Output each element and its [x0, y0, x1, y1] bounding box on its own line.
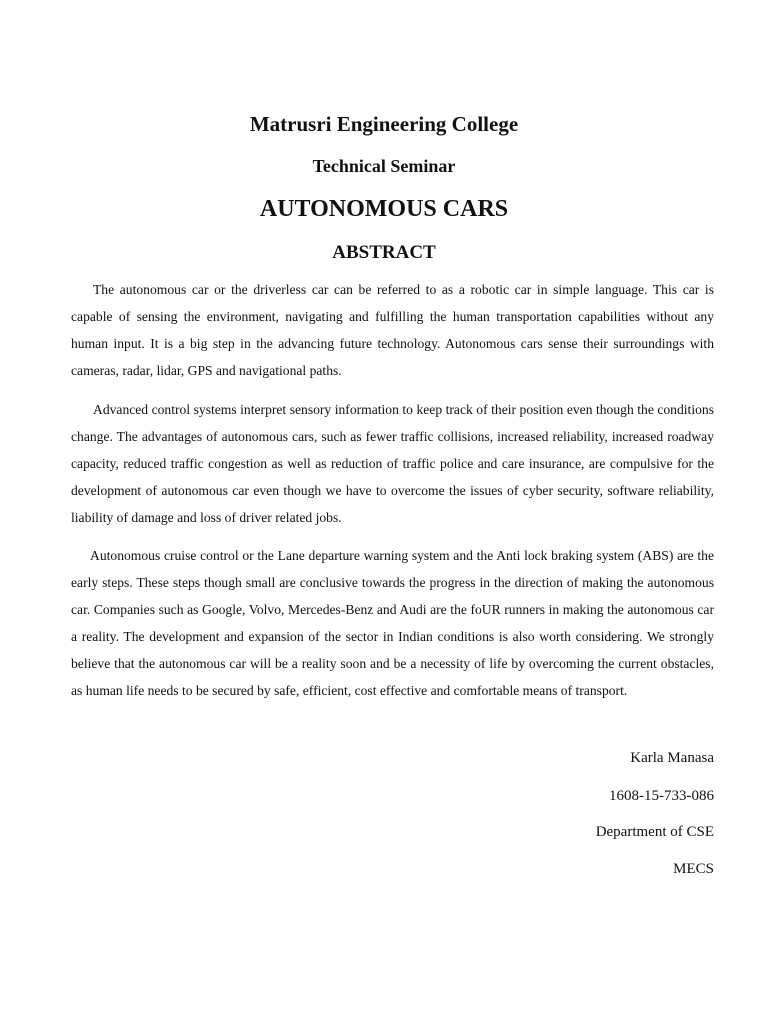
seminar-label: Technical Seminar: [312, 156, 456, 176]
college-name: Matrusri Engineering College: [249, 112, 519, 136]
abstract-paragraph-2: Advanced control systems interpret sensory information to keep track of their position even though the conditions change. The advantages of autonomous cars, such as fewer traffic collisions, increased reliability, increased roadway capacity, reduced traffic congestion as well as reduction of traffic police and care insurance, are compulsive for the development of autonomous car even though we have to overcome the issues of cyber security, software reliability, liability of damage and loss of driver related jobs.: [71, 402, 714, 525]
author-department: Department of CSE: [595, 824, 714, 840]
abstract-paragraph-1: The autonomous car or the driverless car can be referred to as a robotic car in simple language. This car is capable of sensing the environment, navigating and fulfilling the human transportation capabilities without any human input. It is a big step in the advancing future technology. Autonomous cars sense their surroundings with cameras, radar, lidar, GPS and navigational paths.: [71, 282, 714, 378]
abstract-paragraph-3: Autonomous cruise control or the Lane departure warning system and the Anti lock braking system (ABS) are the early steps. These steps though small are conclusive towards the progress in the direction of making the autonomous car. Companies such as Google, Volvo, Mercedes-Benz and Audi are the foUR runners in making the autonomous car a reality. The development and expansion of the sector in Indian conditions is also worth considering. We strongly believe that the autonomous car will be a reality soon and be a necessity of life by overcoming the current obstacles, as human life needs to be secured by safe, efficient, cost effective and comfortable means of transport.: [71, 548, 714, 698]
author-institution: MECS: [673, 861, 714, 877]
document-title: AUTONOMOUS CARS: [259, 196, 509, 222]
author-name: Karla Manasa: [630, 750, 714, 766]
author-roll-number: 1608-15-733-086: [609, 788, 714, 804]
abstract-heading: ABSTRACT: [332, 242, 436, 263]
